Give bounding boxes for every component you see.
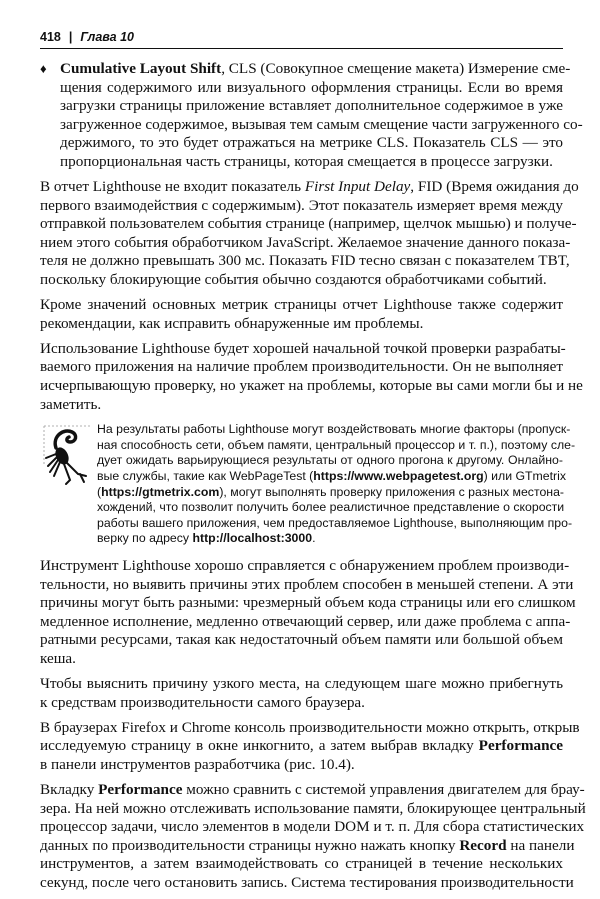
header-separator: | — [68, 30, 73, 44]
text-line — [97, 500, 563, 516]
text-line — [40, 631, 563, 650]
text-line — [40, 296, 563, 315]
bold-text: Performance — [98, 780, 183, 798]
text-line — [40, 215, 577, 234]
text-span: Вкладку — [40, 780, 99, 798]
text-line — [40, 594, 576, 613]
text-line — [97, 422, 571, 438]
text-span: ) или GTmetrix — [483, 468, 567, 483]
text-line — [40, 315, 563, 334]
text-span: исчерпывающую проверку, но укажет на проблемы, которые вы сами могли бы и не — [40, 377, 583, 394]
text-span: работы вашего приложения, чем предоставляемое Lighthouse, выполняющим про- — [97, 515, 573, 530]
bold-text: Performance — [478, 737, 563, 755]
text-span: хождений, что позволит получить более реалистичное представление о скорости — [97, 500, 565, 515]
text-line — [40, 556, 570, 576]
bold-text: http://localhost:3000 — [192, 531, 313, 546]
text-span: инструментов, а затем взаимодействовать со страницей в течение нескольких — [40, 855, 563, 873]
text-line — [40, 178, 579, 197]
text-line — [40, 818, 585, 837]
text-line — [40, 271, 563, 290]
text-span: Инструмент Lighthouse хорошо справляется с обнаружением проблем производи- — [40, 556, 570, 574]
text-span: в панели инструментов разработчика (рис. 10.4). — [40, 755, 355, 773]
text-span: держимого, то это будет отражаться на метрике CLS. Показатель CLS — это — [60, 134, 563, 152]
text-line — [40, 694, 563, 713]
text-span: причины могут быть разными: чрезмерный объем кода страницы или его слишком — [40, 594, 576, 612]
text-span: зера. На ней можно отслеживать использование памяти, блокирующее центральный — [40, 799, 586, 817]
text-span: процессор задачи, число элементов в модели DOM и т. п. Для сбора статистических — [40, 818, 585, 836]
text-span: теля не должно превышать 300 мс. Показать FID тесно связан с показателем TBT, — [40, 252, 570, 270]
text-span: можно сравнить с системой управления двигателем для брау- — [182, 780, 585, 798]
paragraph — [40, 296, 563, 333]
text-span: На результаты работы Lighthouse могут воздействовать многие факторы (пропуск- — [97, 422, 571, 437]
paragraph — [40, 178, 579, 290]
text-line — [97, 437, 576, 454]
text-span: данных по производительности страницы нужно нажать кнопку — [40, 836, 460, 854]
note-box — [40, 422, 576, 547]
text-line — [97, 531, 563, 547]
text-line — [40, 358, 563, 377]
text-span: загруженное содержимое, вызывая тем самым смещение части загруженного со- — [60, 115, 583, 133]
text-span: пропорциональная часть страницы, которая смещается в процессе загрузки. — [60, 152, 553, 170]
text-line — [40, 718, 580, 738]
bullet-diamond-icon: ♦ — [40, 61, 47, 76]
text-line — [60, 97, 563, 116]
text-line — [60, 79, 563, 98]
paragraph — [40, 556, 576, 669]
text-span: ная способность сети, объем памяти, центральный процессор и т. п.), поэтому сле- — [97, 437, 576, 452]
bold-text: https://gtmetrix.com — [101, 484, 220, 499]
scorpion-icon — [42, 424, 92, 486]
text-span: ), могут выполнять проверку приложения с разных местона- — [219, 484, 565, 499]
text-line — [40, 675, 563, 694]
chapter-title: Глава 10 — [80, 30, 134, 44]
text-span: Использование Lighthouse будет хорошей начальной точкой проверки разрабаты- — [40, 339, 566, 357]
text-line — [60, 60, 571, 79]
text-span: заметить. — [40, 395, 102, 413]
text-span: ваемого приложения на наличие проблем производительности. Он не выполняет — [40, 358, 563, 376]
text-span: секунд, после чего остановить запись. Система тестирования производительности — [40, 873, 574, 891]
bold-text: Cumulative Layout Shift — [60, 60, 222, 77]
text-span: ( — [97, 484, 102, 499]
text-line — [97, 515, 573, 532]
paragraph — [40, 718, 580, 775]
running-header — [40, 30, 563, 49]
text-span: . — [312, 531, 316, 546]
text-line — [60, 153, 563, 172]
text-span: на панели — [506, 836, 575, 854]
text-line — [40, 252, 570, 271]
page-number: 418 — [40, 30, 61, 44]
text-span: тельности, но выявить причины этих проблем способен в меньшей степени. А эти — [40, 575, 574, 593]
text-span: , CLS (Совокупное смещение макета) Измерение сме- — [221, 60, 571, 77]
page-body — [40, 60, 586, 899]
paragraph — [40, 675, 563, 712]
text-span: верку по адресу — [97, 531, 193, 546]
text-line — [40, 737, 563, 756]
text-line — [60, 134, 563, 153]
bold-text: https://www.webpagetest.org — [313, 468, 484, 483]
text-span: ратными ресурсами, такая как недостаточный объем памяти или большой объем — [40, 631, 563, 649]
text-line — [40, 650, 563, 669]
text-line — [40, 339, 566, 359]
text-line — [40, 756, 563, 775]
text-span: рекомендации, как исправить обнаруженные им проблемы. — [40, 314, 424, 332]
bullet-item — [40, 60, 583, 172]
paragraph — [40, 780, 586, 893]
text-span: , FID (Время ожидания до — [410, 178, 579, 196]
text-span: к средствам производительности самого браузера. — [40, 693, 365, 711]
text-line — [97, 485, 563, 501]
bold-text: Record — [459, 836, 507, 854]
text-line — [40, 396, 563, 415]
text-line — [40, 197, 563, 216]
text-span: В отчет Lighthouse не входит показатель — [40, 178, 305, 196]
text-line — [40, 780, 585, 800]
text-span: В браузерах Firefox и Chrome консоль производительности можно открыть, открыв — [40, 718, 580, 736]
text-span: загрузки страницы приложение вставляет дополнительное содержимое в уже — [60, 97, 563, 115]
text-line — [40, 799, 586, 819]
text-span: отправкой пользователем события странице (например, щелчок мышью) и получе- — [40, 215, 577, 233]
text-line — [40, 575, 574, 595]
text-span: Кроме значений основных метрик страницы отчет Lighthouse также содержит — [40, 296, 563, 314]
text-span: исследуемую страницу в окне инкогнито, а затем выбрав вкладку — [40, 737, 479, 755]
text-span: щения содержимого или визуального оформления страницы. Если во время — [60, 78, 563, 96]
text-span: первого взаимодействия с содержимым). Этот показатель измеряет время между — [40, 196, 563, 214]
italic-text: First Input Delay — [304, 178, 411, 196]
text-line — [40, 873, 574, 893]
text-line — [97, 453, 563, 469]
text-span: вые службы, такие как WebPageTest ( — [97, 468, 314, 483]
text-span: дует ожидать варьирующиеся результаты от одного прогона к другому. Онлайно- — [97, 453, 563, 468]
text-span: поскольку блокирующие события обычно создаются обработчиками событий. — [40, 271, 547, 289]
text-span: нием этого события обработчиком JavaScript. Желаемое значение данного показа- — [40, 233, 571, 251]
text-span: кеша. — [40, 649, 76, 667]
text-line — [97, 468, 567, 485]
text-line — [60, 115, 583, 135]
text-line — [40, 377, 583, 396]
text-line — [40, 233, 571, 253]
text-span: медленное исполнение, медленно отвечающий сервер, или даже проблема с аппа- — [40, 612, 571, 630]
text-line — [40, 612, 571, 632]
text-line — [40, 855, 563, 874]
text-span: Чтобы выяснить причину узкого места, на следующем шаге можно прибегнуть — [40, 675, 563, 692]
paragraph — [40, 339, 583, 414]
